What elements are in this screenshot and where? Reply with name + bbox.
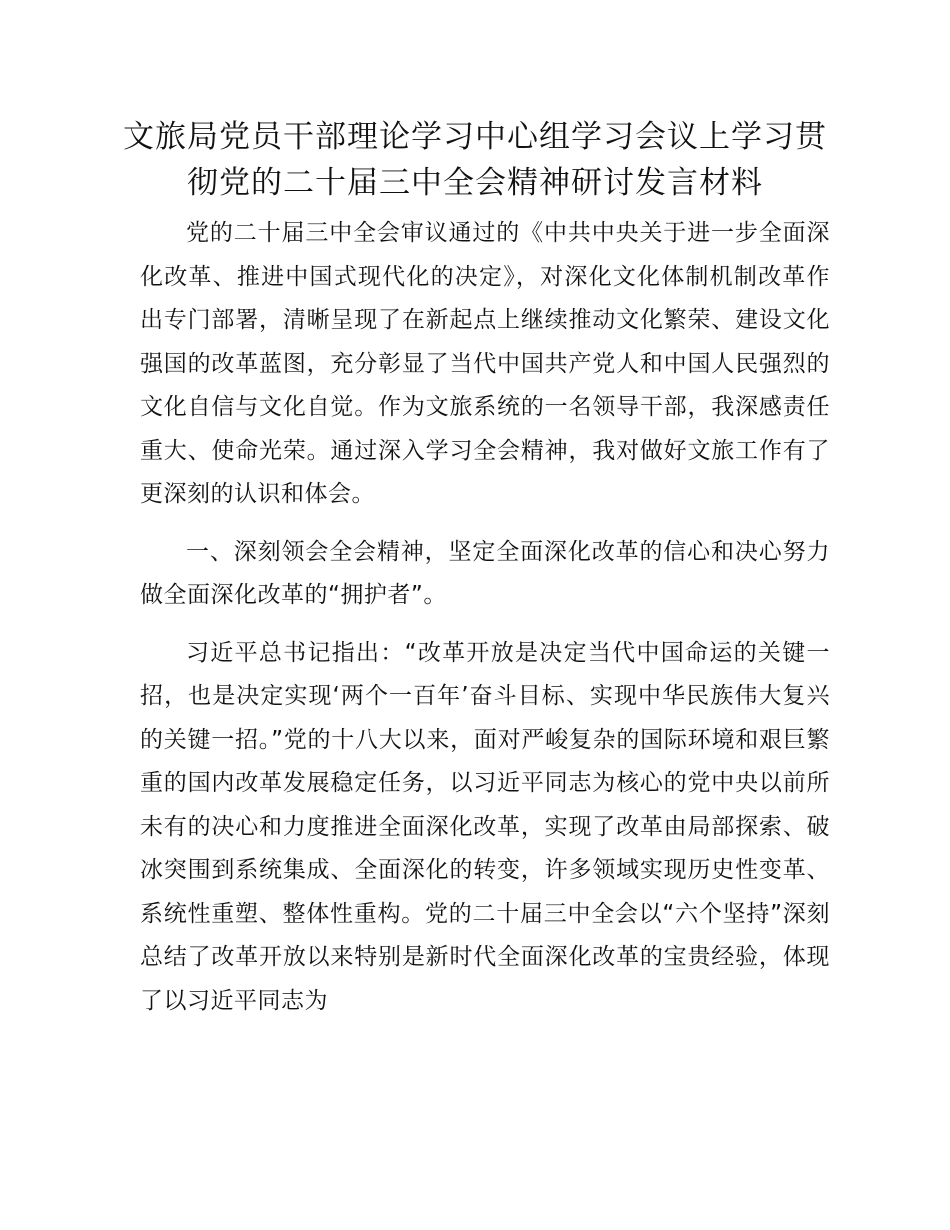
paragraph-section-1-body: 习近平总书记指出：“改革开放是决定当代中国命运的关键一招，也是决定实现‘两个一百年’奋斗目标、实现中华民族伟大复兴的关键一招。”党的十八大以来，面对严峻复杂的国际环境和艰巨繁重的国内改革发展稳定任务，以习近平同志为核心的党中央以前所未有的决心和力度推进全面深化改革，实现了改革由局部探索、破冰突围到系统集成、全面深化的转变，许多领域实现历史性变革、系统性重塑、整体性重构。党的二十届三中全会以“六个坚持”深刻总结了改革开放以来特别是新时代全面深化改革的宝贵经验，体现了以习近平同志为	[140, 639, 830, 1014]
paragraph-intro: 党的二十届三中全会审议通过的《中共中央关于进一步全面深化改革、推进中国式现代化的决定》，对深化文化体制机制改革作出专门部署，清晰呈现了在新起点上继续推动文化繁荣、建设文化强国的改革蓝图，充分彰显了当代中国共产党人和中国人民强烈的文化自信与文化自觉。作为文旅系统的一名领导干部，我深感责任重大、使命光荣。通过深入学习全会精神，我对做好文旅工作有了更深刻的认识和体会。	[140, 220, 830, 507]
document-body	[140, 212, 830, 1037]
paragraph-section-heading-1: 一、深刻领会全会精神，坚定全面深化改革的信心和决心努力做全面深化改革的“拥护者”。	[140, 538, 830, 608]
document-title: 文旅局党员干部理论学习中心组学习会议上学习贯彻党的二十届三中全会精神研讨发言材料	[123, 119, 827, 201]
